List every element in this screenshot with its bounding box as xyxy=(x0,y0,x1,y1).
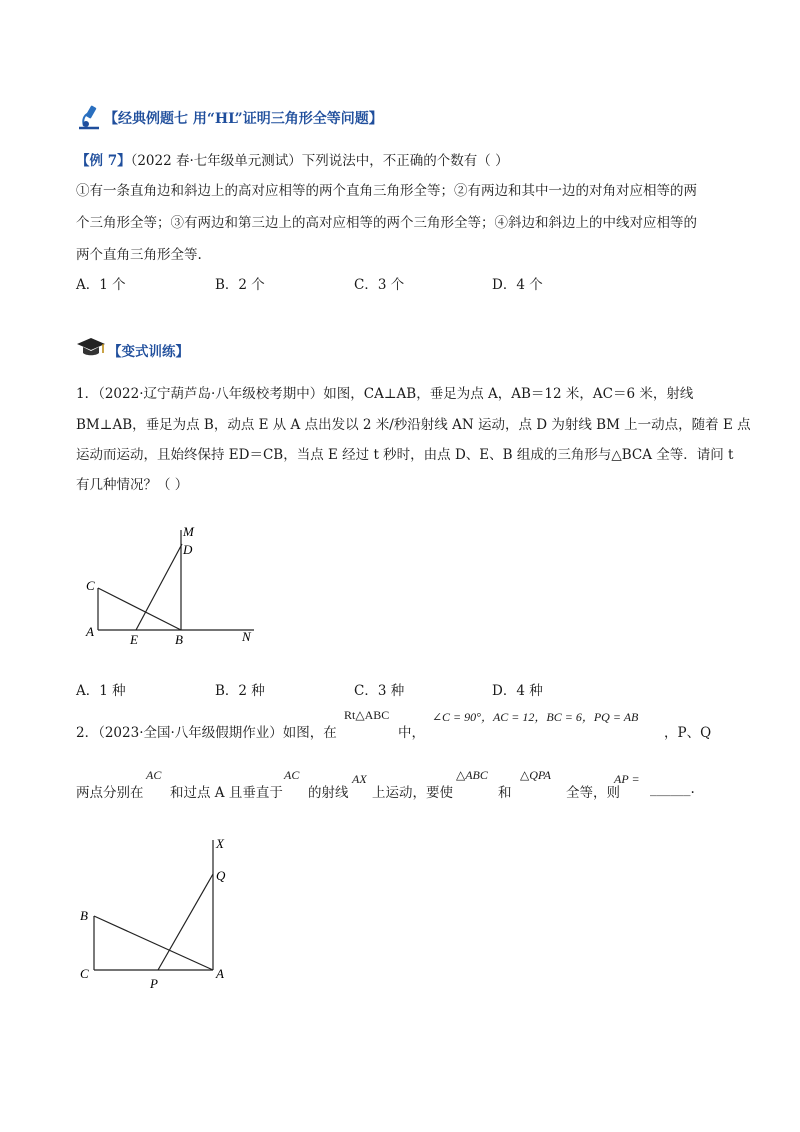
q2-ac-2: AC xyxy=(284,768,300,782)
q1-line-4: 有几种情况？（ ） xyxy=(76,477,189,493)
q1-option-a: A．1 种 xyxy=(76,683,126,699)
q1-option-c: C．3 种 xyxy=(354,683,405,699)
q2-label-b: B xyxy=(80,908,88,923)
q2-tri-qpa: △QPA xyxy=(520,768,552,782)
q2-tri-abc: △ABC xyxy=(456,768,488,782)
example-option-d: D．4 个 xyxy=(492,277,543,293)
q2-ac-1: AC xyxy=(146,768,162,782)
q1-label-a: A xyxy=(86,624,94,639)
q1-line-3: 运动而运动，且始终保持 ED＝CB，当点 E 经过 t 秒时，由点 D、E、B 组成的三角形与△BCA 全等．请问 t xyxy=(76,447,734,463)
q1-label-m: M xyxy=(183,524,194,539)
q2-label-q: Q xyxy=(216,868,226,883)
q2-figure xyxy=(74,836,244,996)
q1-label-c: C xyxy=(86,578,95,593)
q2-label-p: P xyxy=(150,976,158,991)
q1-label-n: N xyxy=(242,629,251,644)
example-line-2: 个三角形全等；③有两边和第三边上的高对应相等的两个三角形全等；④斜边和斜边上的中线对应相等的 xyxy=(76,215,697,231)
example-text: （2022 春·七年级单元测试）下列说法中，不正确的个数有（ ） xyxy=(130,153,509,169)
q1-label-b: B xyxy=(175,632,183,647)
q2-rt-triangle: Rt△ABC xyxy=(344,708,390,722)
q2-tail: ，P、Q xyxy=(664,725,712,741)
example-heading xyxy=(76,151,509,171)
q1-figure xyxy=(78,522,278,652)
q1-option-d: D．4 种 xyxy=(492,683,543,699)
q2-label-a: A xyxy=(216,966,224,981)
q1-line-1: 1．（2022·辽宁葫芦岛·八年级校考期中）如图，CA⊥AB，垂足为点 A，AB＝12 米，AC＝6 米，射线 xyxy=(76,386,694,402)
q1-label-e: E xyxy=(130,632,138,647)
q2-prefix: 2．（2023·全国·八年级假期作业）如图，在 xyxy=(76,725,337,741)
graduation-cap-icon xyxy=(76,336,106,358)
q2-line2-a: 两点分别在 xyxy=(76,785,144,801)
q2-line2-f: 全等，则 xyxy=(566,785,620,801)
q2-line2-d: 上运动，要使 xyxy=(372,785,453,801)
microscope-icon xyxy=(76,104,102,130)
example-line-1: ①有一条直角边和斜边上的高对应相等的两个直角三角形全等；②有两边和其中一边的对角对应相等的两 xyxy=(76,183,697,199)
q2-line2-b: 和过点 A 且垂直于 xyxy=(170,785,283,801)
example-option-b: B．2 个 xyxy=(215,277,265,293)
q2-answer-blank: ______. xyxy=(650,781,695,797)
q1-option-b: B．2 种 xyxy=(215,683,265,699)
section-header-text: 【经典例题七 用“HL”证明三角形全等问题】 xyxy=(104,111,383,127)
q2-ap: AP = xyxy=(614,772,640,786)
example-option-c: C．3 个 xyxy=(354,277,405,293)
example-option-a: A．1 个 xyxy=(76,277,126,293)
example-line-3: 两个直角三角形全等. xyxy=(76,247,202,263)
example-tag: 【例 7】 xyxy=(76,153,131,169)
q2-label-x: X xyxy=(216,836,224,851)
q1-line-2: BM⊥AB，垂足为点 B，动点 E 从 A 点出发以 2 米/秒沿射线 AN 运动，点 D 为射线 BM 上一动点，随着 E 点 xyxy=(76,417,751,433)
q2-conditions: ∠C = 90°，AC = 12，BC = 6，PQ = AB xyxy=(432,710,639,724)
q1-label-d: D xyxy=(183,542,193,557)
variant-header-text: 【变式训练】 xyxy=(108,344,189,360)
q2-ax: AX xyxy=(352,772,367,786)
q2-label-c: C xyxy=(80,966,89,981)
q2-line2-e: 和 xyxy=(498,785,512,801)
q2-line2-c: 的射线 xyxy=(308,785,349,801)
q2-mid: 中， xyxy=(398,725,425,741)
